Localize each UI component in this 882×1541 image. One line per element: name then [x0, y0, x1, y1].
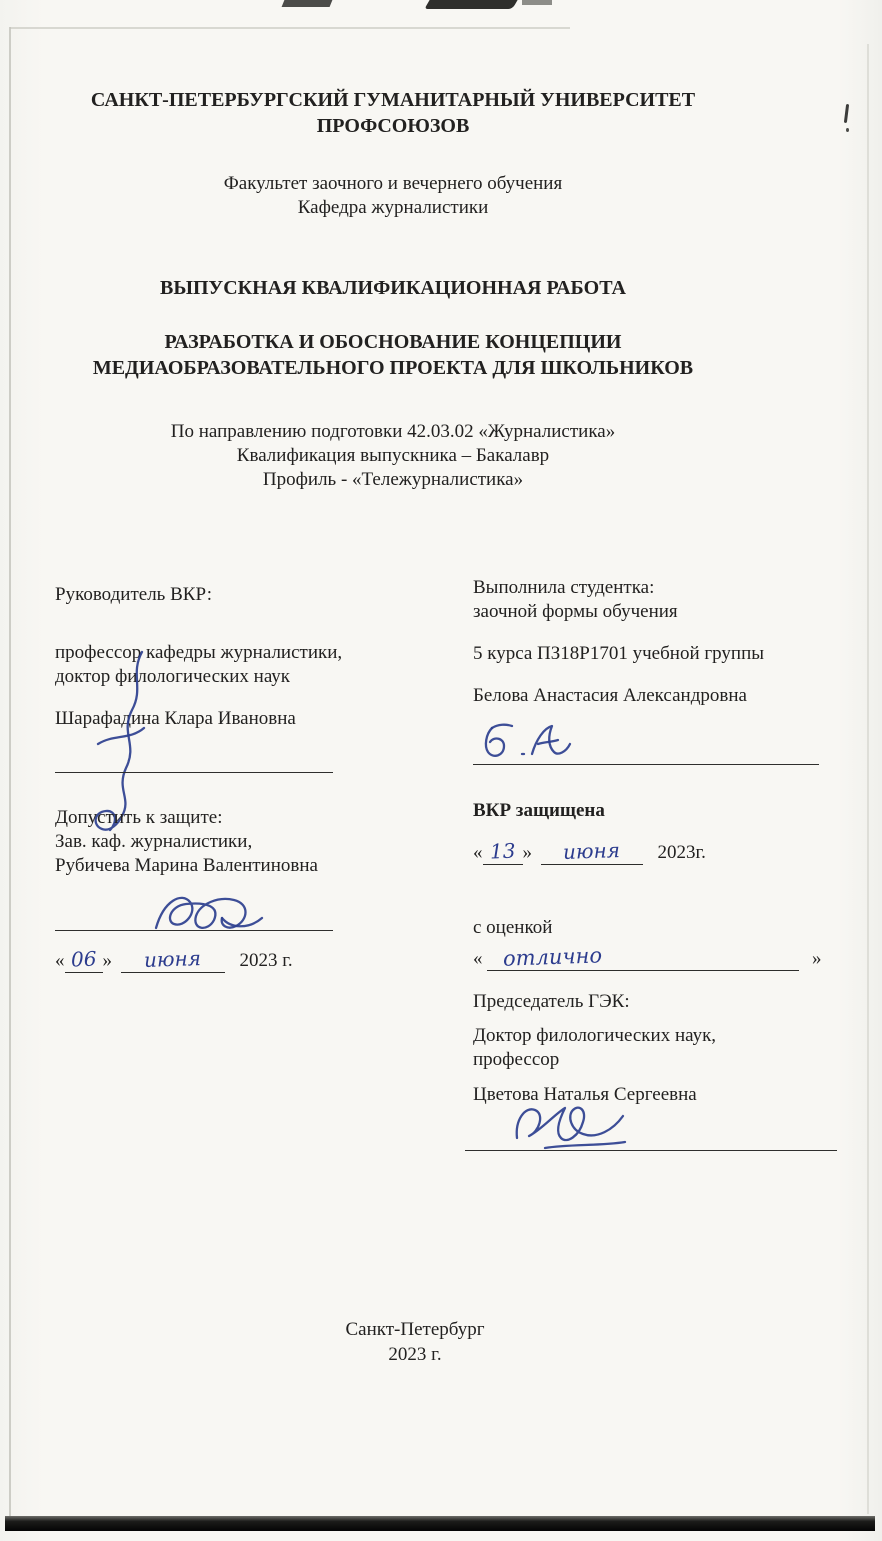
quote-open: « — [473, 842, 483, 863]
supervisor-label: Руководитель ВКР: — [55, 584, 212, 605]
department-head-signature — [148, 884, 268, 942]
defended-date-day-line — [483, 840, 523, 865]
student-label-line2: заочной формы обучения — [473, 601, 678, 622]
handwritten-day: 06 — [70, 946, 97, 972]
footer-year: 2023 г. — [388, 1344, 442, 1365]
faculty-name: Факультет заочного и вечернего обучения — [223, 173, 563, 194]
chairman-label: Председатель ГЭК: — [473, 991, 630, 1012]
supervisor-position-line1: профессор кафедры журналистики, — [55, 642, 343, 663]
grade-row — [473, 943, 822, 971]
handwritten-day: 13 — [489, 838, 516, 864]
pen-mark — [844, 104, 849, 123]
pen-mark-dot — [846, 128, 849, 132]
scan-artifact — [424, 0, 517, 9]
grade-line — [487, 943, 799, 971]
thesis-title-line2: МЕДИАОБРАЗОВАТЕЛЬНОГО ПРОЕКТА ДЛЯ ШКОЛЬНИКОВ — [92, 357, 694, 379]
quote-open: « — [55, 950, 65, 971]
defended-date-year: 2023г. — [657, 842, 706, 863]
quote-close: » — [812, 948, 822, 969]
department-head-position: Зав. каф. журналистики, — [55, 831, 253, 852]
supervisor-position-line2: доктор филологических наук — [55, 666, 291, 687]
page-edge-right — [867, 44, 869, 1514]
student-signature — [478, 720, 573, 762]
student-name: Белова Анастасия Александровна — [473, 685, 747, 706]
quote-close: » — [522, 842, 532, 863]
student-group: 5 курса ПЗ18Р1701 учебной группы — [473, 643, 765, 664]
supervisor-signature-line — [55, 772, 333, 773]
footer-city: Санкт-Петербург — [345, 1319, 485, 1340]
admit-date-day-line — [65, 948, 103, 973]
department-head-name: Рубичева Марина Валентиновна — [55, 855, 318, 876]
admit-date-year: 2023 г. — [239, 950, 293, 971]
handwritten-month: июня — [143, 946, 202, 972]
work-type-heading: ВЫПУСКНАЯ КВАЛИФИКАЦИОННАЯ РАБОТА — [160, 277, 626, 299]
scan-artifact — [522, 0, 552, 5]
qualification-line: Квалификация выпускника – Бакалавр — [236, 445, 550, 466]
handwritten-grade: отлично — [502, 943, 603, 971]
student-label-line1: Выполнила студентка: — [473, 577, 655, 598]
admit-date-row — [55, 948, 293, 973]
university-name-line1: САНКТ-ПЕТЕРБУРГСКИЙ ГУМАНИТАРНЫЙ УНИВЕРСИТЕТ — [90, 89, 696, 111]
chairman-signature-line — [465, 1150, 837, 1151]
chairman-name: Цветова Наталья Сергеевна — [473, 1084, 697, 1105]
defended-date-row — [473, 840, 706, 865]
page-edge-left — [9, 27, 11, 1519]
chairman-signature — [505, 1098, 635, 1154]
chairman-position-line2: профессор — [473, 1049, 560, 1070]
department-name: Кафедра журналистики — [297, 197, 489, 218]
quote-open: « — [473, 948, 483, 969]
grade-label: с оценкой — [473, 917, 553, 938]
thesis-title-line1: РАЗРАБОТКА И ОБОСНОВАНИЕ КОНЦЕПЦИИ — [164, 331, 622, 353]
chairman-position-line1: Доктор филологических наук, — [473, 1025, 717, 1046]
handwritten-month: июня — [562, 838, 621, 864]
admit-signature-line — [55, 930, 333, 931]
admit-label: Допустить к защите: — [55, 807, 223, 828]
profile-line: Профиль - «Тележурналистика» — [262, 469, 524, 490]
supervisor-name: Шарафадина Клара Ивановна — [55, 708, 296, 729]
admit-date-month-line — [121, 948, 225, 973]
defended-label: ВКР защищена — [473, 800, 605, 821]
scan-artifact — [282, 0, 333, 7]
scan-bottom-shadow — [5, 1516, 875, 1531]
page-edge-top — [10, 27, 570, 29]
student-signature-line — [473, 764, 819, 765]
program-line: По направлению подготовки 42.03.02 «Журналистика» — [170, 421, 616, 442]
defended-date-month-line — [541, 840, 643, 865]
university-name-line2: ПРОФСОЮЗОВ — [316, 115, 470, 137]
quote-close: » — [102, 950, 112, 971]
